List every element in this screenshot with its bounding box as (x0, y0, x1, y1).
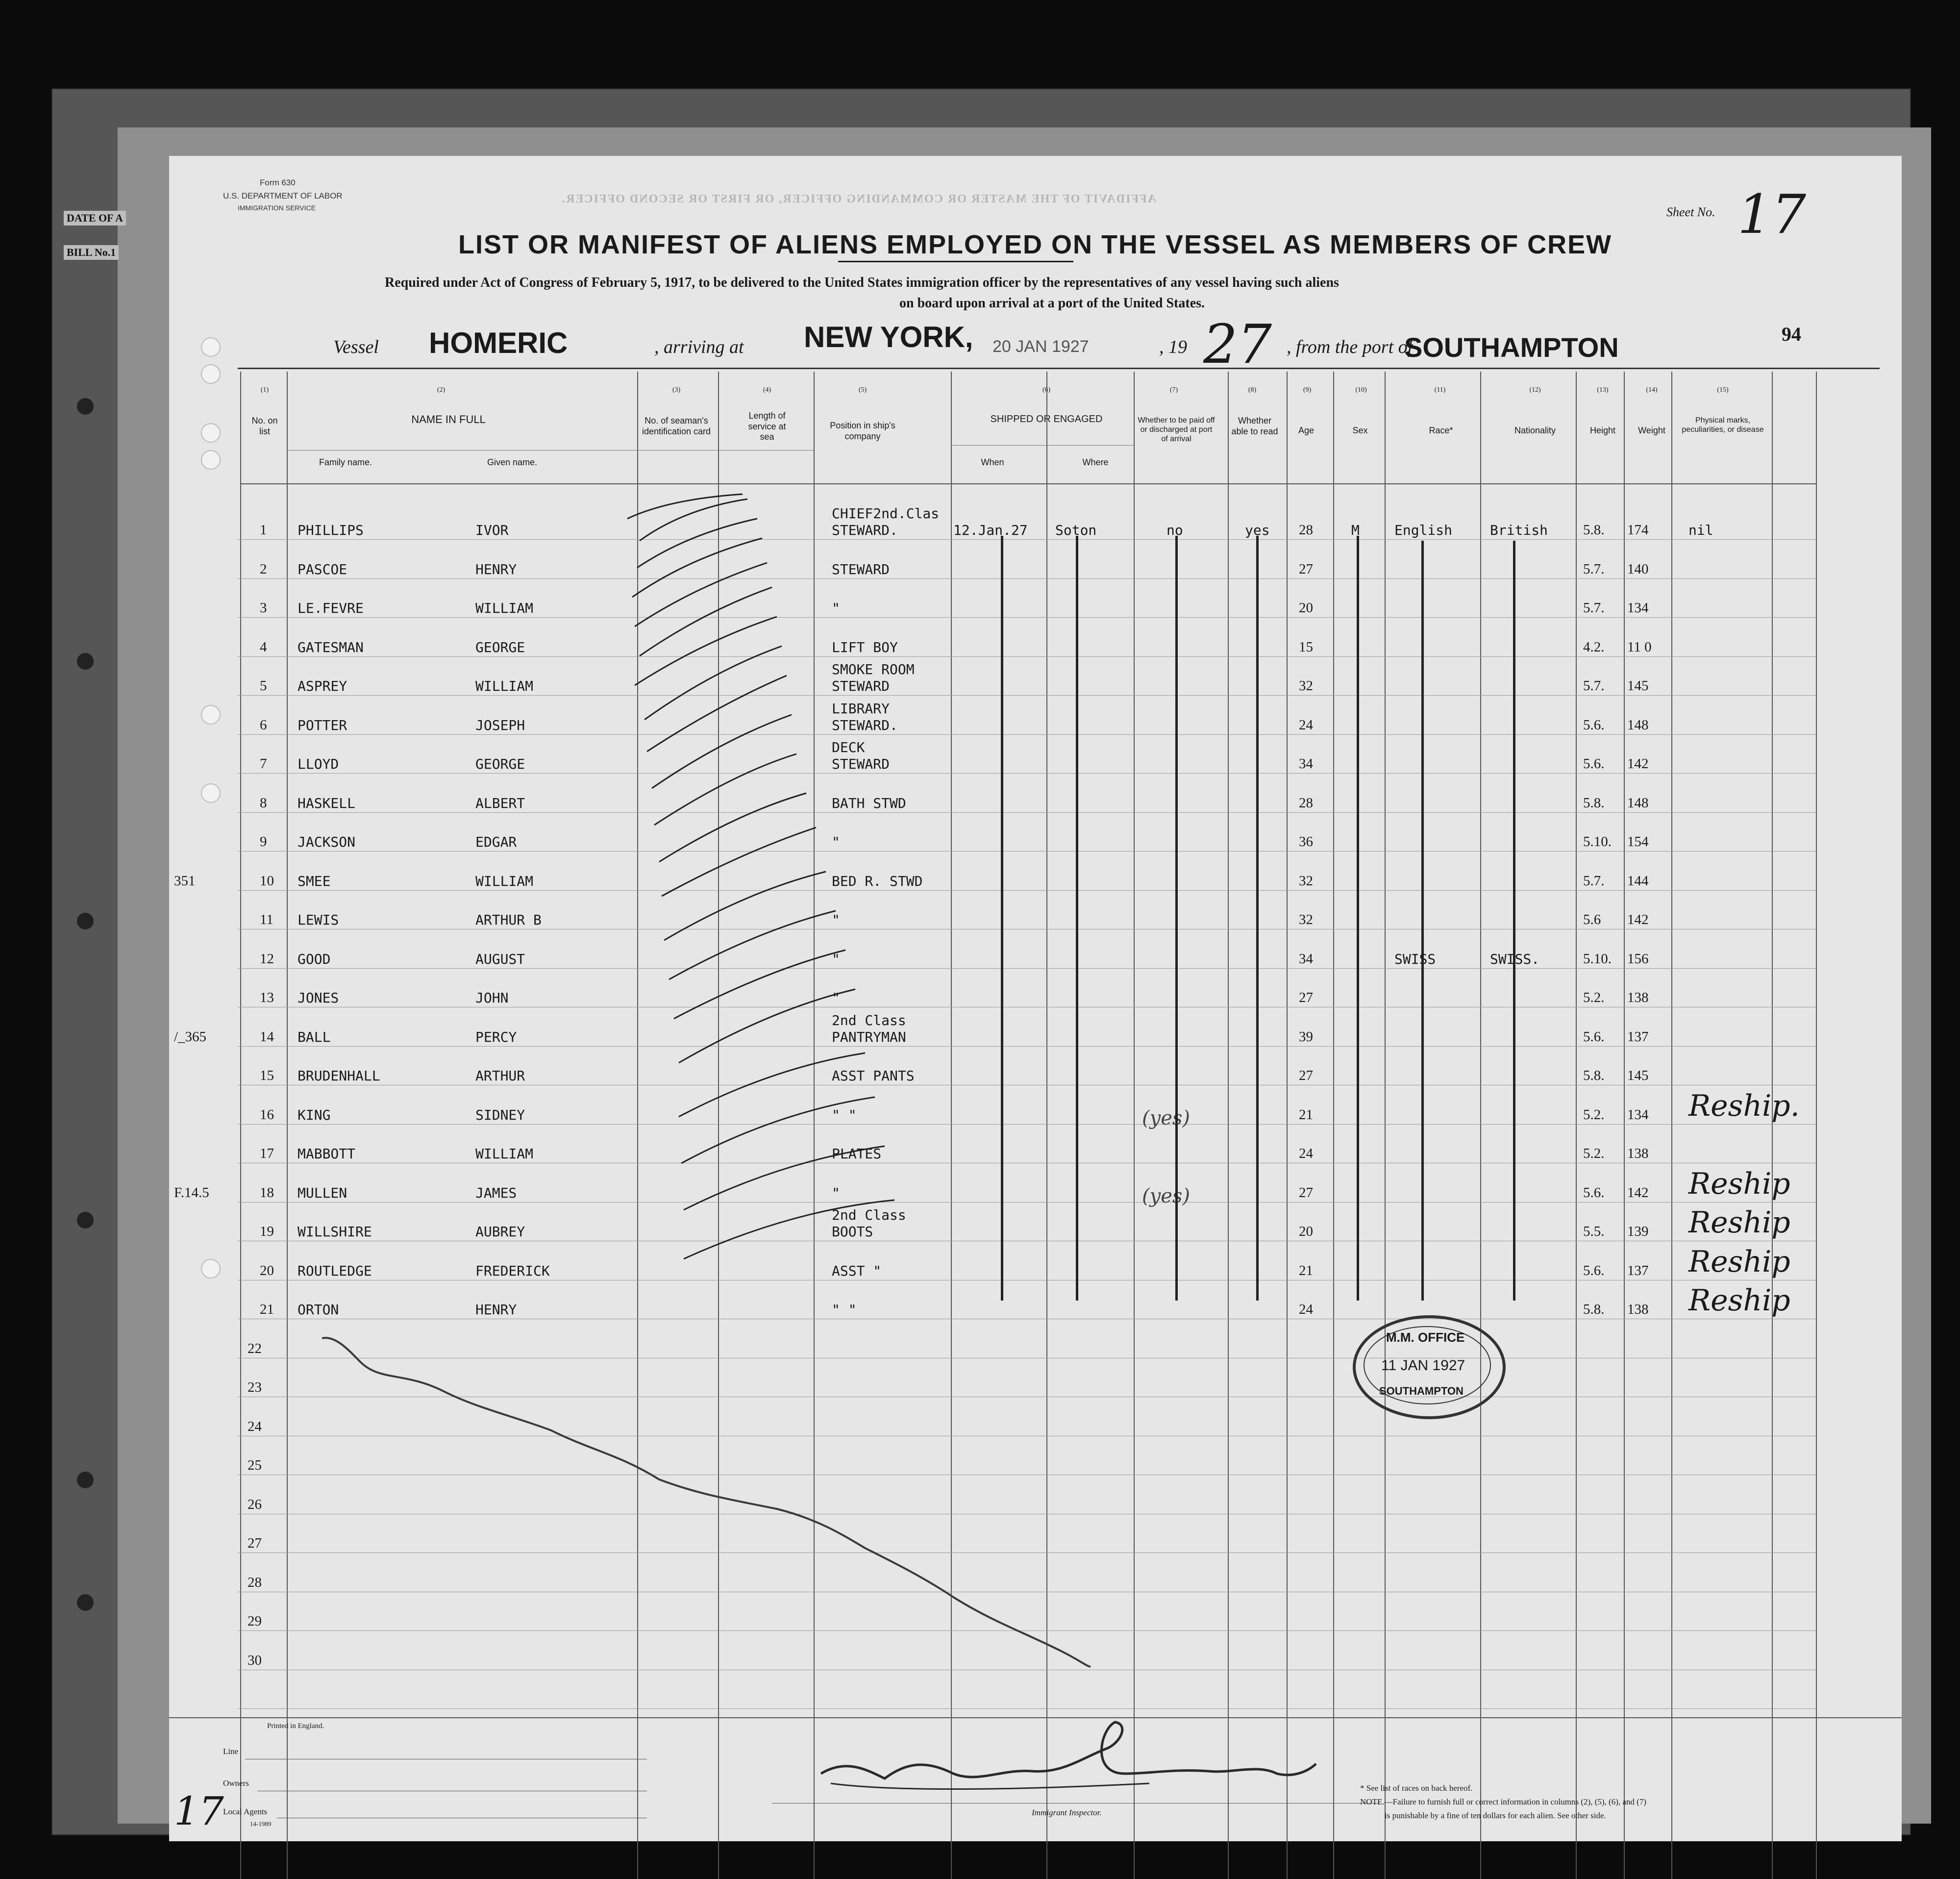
col-number: (10) (1355, 386, 1367, 394)
weight: 154 (1627, 834, 1649, 850)
given-name: HENRY (475, 561, 517, 577)
age: 32 (1299, 912, 1313, 927)
margin-note: 351 (174, 873, 196, 889)
empty-row-number: 24 (248, 1418, 262, 1434)
weight: 145 (1627, 678, 1649, 694)
height: 5.8. (1583, 795, 1605, 811)
family-name: BRUDENHALL (298, 1068, 380, 1084)
header-shipped: SHIPPED OR ENGAGED (990, 414, 1103, 425)
nationality: SWISS. (1490, 951, 1540, 967)
sheet-label: Sheet No. (1666, 205, 1715, 219)
height: 5.6. (1583, 1262, 1605, 1278)
age: 15 (1299, 639, 1313, 655)
subtitle-line-2: on board upon arrival at a port of the United States. (899, 296, 1205, 311)
departure-port: SOUTHAMPTON (1404, 332, 1619, 363)
weight: 138 (1627, 990, 1649, 1005)
binder-hole (76, 652, 95, 671)
given-name: JOSEPH (475, 717, 525, 733)
age: 32 (1299, 678, 1313, 694)
header-length-service: Length of service at sea (748, 411, 786, 442)
penalty-note-1: NOTE.—Failure to furnish full or correct information in columns (2), (5), (6), and (7) (1360, 1797, 1646, 1806)
inspector-rule (772, 1803, 1380, 1804)
mm-office-stamp (1353, 1315, 1506, 1419)
from-port-label: , from the port of (1287, 337, 1413, 357)
header-paid-off: Whether to be paid off or discharged at port of arrival (1138, 416, 1215, 444)
footer-divider (169, 1717, 1902, 1718)
weight: 144 (1627, 873, 1649, 889)
binder-hole (76, 1593, 95, 1612)
position: " " (832, 1106, 857, 1123)
header-nationality: Nationality (1514, 426, 1556, 435)
physical-marks: Reship (1688, 1244, 1790, 1279)
empty-row-number: 22 (248, 1340, 262, 1356)
position: ASST PANTS (832, 1068, 915, 1084)
height: 5.8. (1583, 1302, 1605, 1317)
row-number: 9 (260, 834, 267, 850)
position: ASST " (832, 1262, 882, 1279)
given-name: ARTHUR (475, 1068, 525, 1084)
penalty-note-2: is punishable by a fine of ten dollars for each alien. See other side. (1385, 1811, 1606, 1820)
header-able-read: Whether able to read (1231, 416, 1278, 436)
col-number: (8) (1248, 386, 1257, 394)
row-number: 4 (260, 639, 267, 655)
position: STEWARD. (832, 717, 898, 733)
row-number: 1 (260, 522, 267, 538)
height: 5.10. (1583, 951, 1612, 967)
row-number: 12 (260, 951, 274, 967)
height: 5.8. (1583, 522, 1605, 538)
given-name: WILLIAM (475, 600, 534, 616)
given-name: IVOR (475, 522, 509, 538)
height: 5.7. (1583, 678, 1605, 694)
col-number: (12) (1529, 386, 1541, 394)
position-line-1: 2nd Class (832, 1207, 906, 1223)
col-number: (9) (1303, 386, 1312, 394)
family-name: KING (298, 1106, 331, 1123)
empty-row-number: 30 (248, 1652, 262, 1668)
col-number: (7) (1169, 386, 1178, 394)
family-name: ROUTLEDGE (298, 1262, 372, 1279)
family-name: POTTER (298, 717, 347, 733)
height: 5.8. (1583, 1068, 1605, 1083)
vessel-label: Vessel (333, 337, 379, 357)
given-name: EDGAR (475, 834, 517, 850)
weight: 138 (1627, 1146, 1649, 1161)
age: 34 (1299, 951, 1313, 967)
age: 24 (1299, 1146, 1313, 1161)
col-number: (11) (1434, 386, 1446, 394)
col-number: (4) (763, 386, 771, 394)
family-name: ORTON (298, 1302, 339, 1318)
col-number: (15) (1717, 386, 1729, 394)
empty-row-number: 23 (248, 1379, 262, 1395)
physical-marks: Reship. (1688, 1088, 1800, 1123)
weight: 145 (1627, 1068, 1649, 1083)
age: 24 (1299, 717, 1313, 733)
weight: 140 (1627, 561, 1649, 577)
height: 5.6. (1583, 756, 1605, 772)
stamp-bottom-text: SOUTHAMPTON (1379, 1385, 1464, 1397)
weight: 134 (1627, 600, 1649, 616)
family-name: LLOYD (298, 756, 339, 772)
race: SWISS (1394, 951, 1436, 967)
weight: 11 0 (1627, 639, 1652, 655)
footer-hand-number: 17 (174, 1788, 224, 1834)
row-number: 6 (260, 717, 267, 733)
age: 20 (1299, 1224, 1313, 1239)
inspector-signature (821, 1722, 1316, 1779)
empty-row-number: 25 (248, 1457, 262, 1473)
pencil-marks (169, 156, 1902, 1841)
height: 5.5. (1583, 1224, 1605, 1239)
empty-row-number: 27 (248, 1535, 262, 1551)
family-name: ASPREY (298, 678, 347, 694)
year-handwritten: 27 (1203, 313, 1272, 376)
given-name: ARTHUR B (475, 912, 542, 928)
family-name: GATESMAN (298, 639, 364, 655)
family-name: SMEE (298, 873, 331, 889)
position: " (832, 1184, 840, 1201)
given-name: WILLIAM (475, 1146, 534, 1162)
binder-hole (76, 1211, 95, 1229)
weight: 156 (1627, 951, 1649, 967)
family-name: WILLSHIRE (298, 1224, 372, 1240)
given-name: JOHN (475, 990, 509, 1006)
weight: 142 (1627, 912, 1649, 927)
age: 21 (1299, 1262, 1313, 1278)
row-number: 2 (260, 561, 267, 577)
age: 39 (1299, 1028, 1313, 1045)
row-number: 3 (260, 600, 267, 616)
manifest-sheet (169, 156, 1902, 1841)
age: 27 (1299, 1068, 1313, 1083)
header-no-on-list: No. on list (251, 416, 278, 436)
position: " (832, 951, 840, 967)
physical-marks: Reship (1688, 1166, 1790, 1201)
position: " (832, 834, 840, 850)
binder-hole (76, 912, 95, 930)
position: " (832, 912, 840, 928)
family-name: JACKSON (298, 834, 356, 850)
given-name: AUGUST (475, 951, 525, 967)
family-name: LEWIS (298, 912, 339, 928)
weight: 148 (1627, 717, 1649, 733)
col-number: (6) (1042, 386, 1051, 394)
height: 5.7. (1583, 600, 1605, 616)
col-number: (5) (858, 386, 867, 394)
binder-hole (76, 1471, 95, 1489)
row-number: 17 (260, 1146, 274, 1161)
weight: 137 (1627, 1262, 1649, 1278)
form-number: Form 630 (260, 178, 296, 187)
stamp-top-text: M.M. OFFICE (1386, 1330, 1465, 1345)
header-age: Age (1298, 426, 1315, 435)
engaged-where: Soton (1055, 522, 1097, 538)
footer-line-label: Line (223, 1747, 239, 1756)
sheet-number: 17 (1737, 183, 1806, 246)
weight: 139 (1627, 1224, 1649, 1239)
height: 5.2. (1583, 1106, 1605, 1123)
age: 28 (1299, 795, 1313, 811)
stamp-date: 11 JAN 1927 (1381, 1357, 1465, 1374)
age: 32 (1299, 873, 1313, 889)
row-number: 14 (260, 1028, 274, 1045)
given-name: WILLIAM (475, 873, 534, 889)
age: 27 (1299, 561, 1313, 577)
subtitle-line-1: Required under Act of Congress of February 5, 1917, to be delivered to the United States immigration officer by the representatives of any vessel having such aliens (385, 275, 1339, 290)
height: 5.6. (1583, 717, 1605, 733)
row-number: 11 (260, 912, 273, 927)
header-seaman-card: No. of seaman's identification card (642, 416, 711, 436)
nationality: British (1490, 522, 1548, 538)
family-name: JONES (298, 990, 339, 1006)
arrival-date-stamp: 20 JAN 1927 (992, 337, 1089, 356)
col-number: (3) (672, 386, 681, 394)
age: 24 (1299, 1302, 1313, 1317)
age: 28 (1299, 522, 1313, 538)
given-name: WILLIAM (475, 678, 534, 694)
given-name: HENRY (475, 1302, 517, 1318)
form-title: LIST OR MANIFEST OF ALIENS EMPLOYED ON THE VESSEL AS MEMBERS OF CREW (458, 230, 1613, 259)
row-number: 19 (260, 1224, 274, 1239)
physical-marks: Reship (1688, 1283, 1790, 1318)
binder-hole (76, 397, 95, 416)
age: 27 (1299, 1184, 1313, 1201)
weight: 148 (1627, 795, 1649, 811)
height: 5.2. (1583, 990, 1605, 1005)
able-to-read: yes (1245, 522, 1270, 538)
family-name: GOOD (298, 951, 331, 967)
family-name: LE.FEVRE (298, 600, 364, 616)
footer-owners-label: Owners (223, 1779, 249, 1788)
position: STEWARD. (832, 522, 898, 538)
given-name: SIDNEY (475, 1106, 525, 1123)
given-name: JAMES (475, 1184, 517, 1201)
header-height: Height (1589, 426, 1616, 435)
header-position: Position in ship's company (830, 421, 895, 441)
margin-note: F.14.5 (174, 1184, 209, 1201)
side-stamp-1: DATE OF A (64, 211, 126, 225)
inspector-signature-flourish (831, 1783, 1149, 1789)
height: 5.10. (1583, 834, 1612, 850)
header-where: Where (1082, 457, 1109, 467)
row-number: 16 (260, 1106, 274, 1123)
given-name: GEORGE (475, 639, 525, 655)
given-name: GEORGE (475, 756, 525, 772)
position: STEWARD (832, 678, 890, 694)
row-number: 8 (260, 795, 267, 811)
row-number: 10 (260, 873, 274, 889)
position: LIFT BOY (832, 639, 898, 655)
empty-row-number: 29 (248, 1613, 262, 1629)
header-name-in-full: NAME IN FULL (411, 413, 486, 426)
position: PANTRYMAN (832, 1028, 906, 1045)
position: " (832, 990, 840, 1006)
family-name: BALL (298, 1028, 331, 1045)
arriving-label: , arriving at (654, 337, 744, 357)
weight: 137 (1627, 1028, 1649, 1045)
header-family-name: Family name. (319, 457, 372, 467)
footer-agents-label: Local Agents (223, 1807, 268, 1816)
paid-off: (yes) (1142, 1106, 1191, 1129)
row-number: 13 (260, 990, 274, 1005)
year-prefix: , 19 (1159, 337, 1187, 357)
physical-marks: Reship (1688, 1205, 1790, 1240)
position: BATH STWD (832, 795, 906, 811)
empty-row-number: 28 (248, 1574, 262, 1590)
position: " " (832, 1302, 857, 1318)
printed-in: Printed in England. (267, 1722, 324, 1730)
given-name: AUBREY (475, 1224, 525, 1240)
age: 36 (1299, 834, 1313, 850)
row-number: 7 (260, 756, 267, 772)
height: 5.6. (1583, 1184, 1605, 1201)
height: 5.6. (1583, 1028, 1605, 1045)
position-line-1: 2nd Class (832, 1012, 906, 1028)
position: PLATES (832, 1146, 882, 1162)
vessel-name: HOMERIC (429, 326, 568, 359)
weight: 138 (1627, 1302, 1649, 1317)
col-number: (2) (437, 386, 446, 394)
col-number: (1) (260, 386, 269, 394)
sex: M (1351, 522, 1360, 538)
weight: 174 (1627, 522, 1649, 538)
height: 4.2. (1583, 639, 1605, 655)
position: STEWARD (832, 561, 890, 577)
height: 5.7. (1583, 561, 1605, 577)
height: 5.6 (1583, 912, 1601, 927)
col-number: (13) (1597, 386, 1609, 394)
age: 27 (1299, 990, 1313, 1005)
position-line-1: SMOKE ROOM (832, 661, 915, 677)
weight: 142 (1627, 1184, 1649, 1201)
position: BED R. STWD (832, 873, 923, 889)
header-race: Race* (1429, 426, 1453, 435)
family-name: MABBOTT (298, 1146, 356, 1162)
races-note: * See list of races on back hereof. (1360, 1783, 1473, 1793)
height: 5.2. (1583, 1146, 1605, 1161)
arrival-port: NEW YORK, (804, 321, 973, 353)
footer-form-code: 14-1989 (250, 1820, 272, 1828)
age: 20 (1299, 600, 1313, 616)
service: IMMIGRATION SERVICE (238, 204, 316, 212)
header-when: When (981, 457, 1004, 467)
col-number: (14) (1646, 386, 1658, 394)
department: U.S. DEPARTMENT OF LABOR (223, 191, 343, 200)
row-number: 21 (260, 1302, 274, 1317)
paid-off: (yes) (1142, 1184, 1191, 1207)
position-line-1: DECK (832, 739, 865, 755)
row-number: 18 (260, 1184, 274, 1201)
family-name: PHILLIPS (298, 522, 364, 538)
position: STEWARD (832, 756, 890, 772)
row-number: 5 (260, 678, 267, 694)
given-name: ALBERT (475, 795, 525, 811)
slash-strokes (627, 494, 894, 1259)
family-name: MULLEN (298, 1184, 347, 1201)
engaged-when: 12.Jan.27 (953, 522, 1028, 538)
position-line-1: LIBRARY (832, 700, 890, 717)
position: " (832, 600, 840, 616)
header-physical: Physical marks, peculiarities, or disease (1682, 416, 1764, 434)
given-name: PERCY (475, 1028, 517, 1045)
header-sex: Sex (1352, 426, 1368, 435)
race: English (1394, 522, 1453, 538)
side-stamp-2: BILL No.1 (64, 245, 119, 260)
weight: 142 (1627, 756, 1649, 772)
height: 5.7. (1583, 873, 1605, 889)
age: 21 (1299, 1106, 1313, 1123)
age: 34 (1299, 756, 1313, 772)
row-number: 20 (260, 1262, 274, 1278)
header-weight: Weight (1638, 426, 1665, 435)
margin-note: /_365 (174, 1028, 207, 1045)
position-line-1: CHIEF2nd.Clas (832, 505, 940, 522)
page-number: 94 (1782, 323, 1801, 345)
family-name: PASCOE (298, 561, 347, 577)
weight: 134 (1627, 1106, 1649, 1123)
line-out-curve (322, 1338, 1091, 1667)
physical-marks: nil (1688, 522, 1713, 538)
header-given-name: Given name. (487, 457, 538, 467)
position: BOOTS (832, 1224, 873, 1240)
empty-row-number: 26 (248, 1496, 262, 1512)
row-number: 15 (260, 1068, 274, 1083)
inspector-label: Immigrant Inspector. (1032, 1808, 1102, 1817)
reversed-heading: AFFIDAVIT OF THE MASTER OR COMMANDING OFFICER, OR FIRST OR SECOND OFFICER. (561, 193, 1157, 205)
paid-off: no (1166, 522, 1183, 538)
given-name: FREDERICK (475, 1262, 550, 1279)
family-name: HASKELL (298, 795, 356, 811)
